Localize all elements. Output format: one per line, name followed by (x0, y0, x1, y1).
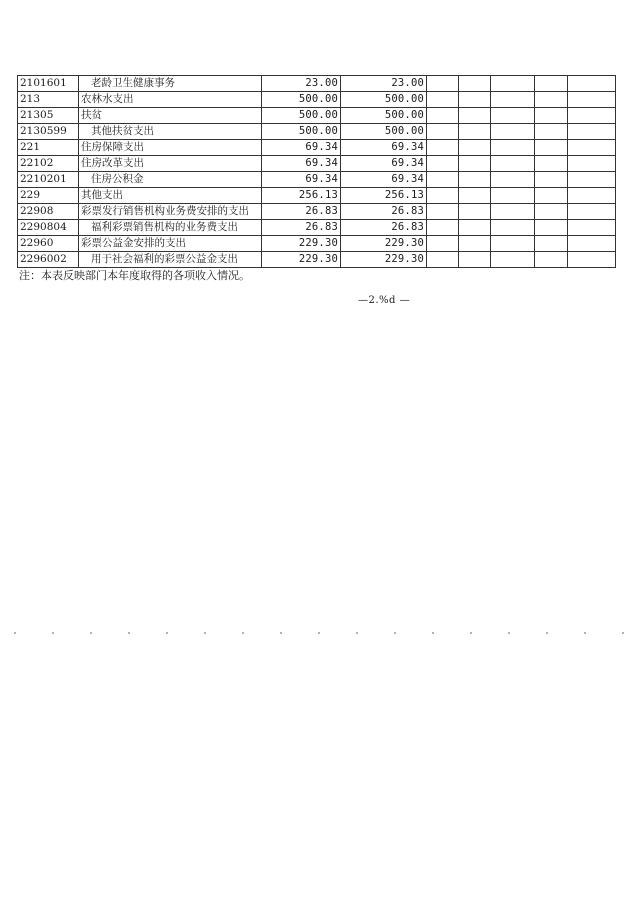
table-note: 注：本表反映部门本年度取得的各项收入情况。 (19, 269, 250, 282)
row-amount: 500.00 (341, 124, 427, 140)
row-code: 2296002 (18, 252, 79, 268)
empty-cell (459, 76, 491, 92)
binding-mark (204, 632, 206, 634)
row-name: 彩票发行销售机构业务费安排的支出 (79, 204, 262, 220)
row-name: 住房保障支出 (79, 140, 262, 156)
row-total: 69.34 (262, 156, 341, 172)
empty-cell (568, 172, 616, 188)
table-row (18, 76, 616, 92)
row-code: 22102 (18, 156, 79, 172)
row-code: 2130599 (18, 124, 79, 140)
empty-cell (491, 172, 535, 188)
binding-mark (166, 632, 168, 634)
row-name: 老龄卫生健康事务 (79, 76, 262, 92)
row-amount: 23.00 (341, 76, 427, 92)
empty-cell (491, 156, 535, 172)
binding-mark (470, 632, 472, 634)
empty-cell (568, 124, 616, 140)
row-total: 229.30 (262, 252, 341, 268)
empty-cell (491, 108, 535, 124)
table-row (18, 108, 616, 124)
empty-cell (459, 236, 491, 252)
empty-cell (568, 92, 616, 108)
row-total: 69.34 (262, 140, 341, 156)
binding-mark (242, 632, 244, 634)
empty-cell (427, 252, 459, 268)
row-total: 69.34 (262, 172, 341, 188)
empty-cell (491, 140, 535, 156)
empty-cell (491, 220, 535, 236)
empty-cell (427, 140, 459, 156)
table-row (18, 172, 616, 188)
empty-cell (491, 188, 535, 204)
table-row (18, 156, 616, 172)
row-code: 2210201 (18, 172, 79, 188)
row-total: 26.83 (262, 204, 341, 220)
binding-mark (622, 632, 624, 634)
empty-cell (568, 252, 616, 268)
binding-mark (546, 632, 548, 634)
binding-mark (318, 632, 320, 634)
binding-mark (128, 632, 130, 634)
binding-mark (394, 632, 396, 634)
budget-table (17, 75, 616, 268)
table-row (18, 140, 616, 156)
row-name: 住房公积金 (79, 172, 262, 188)
row-code: 22960 (18, 236, 79, 252)
empty-cell (459, 124, 491, 140)
row-amount: 26.83 (341, 220, 427, 236)
row-code: 221 (18, 140, 79, 156)
binding-mark (584, 632, 586, 634)
row-name: 住房改革支出 (79, 156, 262, 172)
empty-cell (568, 156, 616, 172)
empty-cell (535, 108, 568, 124)
empty-cell (535, 124, 568, 140)
empty-cell (568, 140, 616, 156)
empty-cell (535, 220, 568, 236)
empty-cell (568, 236, 616, 252)
binding-mark (14, 632, 16, 634)
binding-mark (356, 632, 358, 634)
row-name: 彩票公益金安排的支出 (79, 236, 262, 252)
row-code: 229 (18, 188, 79, 204)
row-name: 福利彩票销售机构的业务费支出 (79, 220, 262, 236)
empty-cell (427, 76, 459, 92)
row-name: 其他扶贫支出 (79, 124, 262, 140)
empty-cell (459, 140, 491, 156)
empty-cell (459, 156, 491, 172)
table-row (18, 188, 616, 204)
table-row (18, 252, 616, 268)
empty-cell (568, 204, 616, 220)
empty-cell (427, 204, 459, 220)
empty-cell (568, 220, 616, 236)
binding-mark (432, 632, 434, 634)
empty-cell (535, 156, 568, 172)
empty-cell (459, 172, 491, 188)
row-total: 256.13 (262, 188, 341, 204)
row-amount: 229.30 (341, 252, 427, 268)
binding-mark (508, 632, 510, 634)
empty-cell (427, 108, 459, 124)
row-total: 500.00 (262, 108, 341, 124)
row-total: 500.00 (262, 124, 341, 140)
row-code: 21305 (18, 108, 79, 124)
row-amount: 69.34 (341, 140, 427, 156)
row-total: 23.00 (262, 76, 341, 92)
binding-mark (280, 632, 282, 634)
row-name: 扶贫 (79, 108, 262, 124)
empty-cell (427, 172, 459, 188)
empty-cell (427, 124, 459, 140)
table-row (18, 220, 616, 236)
empty-cell (535, 236, 568, 252)
empty-cell (535, 252, 568, 268)
empty-cell (491, 76, 535, 92)
empty-cell (459, 108, 491, 124)
row-amount: 26.83 (341, 204, 427, 220)
empty-cell (568, 76, 616, 92)
table-row (18, 124, 616, 140)
row-amount: 256.13 (341, 188, 427, 204)
empty-cell (535, 172, 568, 188)
binding-mark (52, 632, 54, 634)
empty-cell (459, 252, 491, 268)
binding-mark (90, 632, 92, 634)
empty-cell (491, 236, 535, 252)
empty-cell (427, 156, 459, 172)
empty-cell (535, 188, 568, 204)
row-amount: 500.00 (341, 92, 427, 108)
empty-cell (459, 92, 491, 108)
empty-cell (535, 140, 568, 156)
row-amount: 69.34 (341, 156, 427, 172)
table-row (18, 204, 616, 220)
empty-cell (568, 108, 616, 124)
empty-cell (568, 188, 616, 204)
row-total: 26.83 (262, 220, 341, 236)
row-amount: 69.34 (341, 172, 427, 188)
empty-cell (535, 76, 568, 92)
binding-hole-marks (0, 632, 635, 636)
row-name: 农林水支出 (79, 92, 262, 108)
row-amount: 500.00 (341, 108, 427, 124)
row-code: 2101601 (18, 76, 79, 92)
table-row (18, 92, 616, 108)
empty-cell (459, 220, 491, 236)
row-total: 229.30 (262, 236, 341, 252)
empty-cell (491, 124, 535, 140)
row-amount: 229.30 (341, 236, 427, 252)
empty-cell (427, 220, 459, 236)
empty-cell (491, 92, 535, 108)
page-number: —2.%d — (358, 295, 411, 306)
row-total: 500.00 (262, 92, 341, 108)
row-name: 其他支出 (79, 188, 262, 204)
empty-cell (459, 204, 491, 220)
empty-cell (491, 204, 535, 220)
row-name: 用于社会福利的彩票公益金支出 (79, 252, 262, 268)
empty-cell (427, 92, 459, 108)
empty-cell (459, 188, 491, 204)
empty-cell (535, 92, 568, 108)
empty-cell (427, 188, 459, 204)
empty-cell (427, 236, 459, 252)
empty-cell (491, 252, 535, 268)
table-body (18, 76, 616, 268)
table-row (18, 236, 616, 252)
row-code: 22908 (18, 204, 79, 220)
row-code: 213 (18, 92, 79, 108)
row-code: 2290804 (18, 220, 79, 236)
empty-cell (535, 204, 568, 220)
